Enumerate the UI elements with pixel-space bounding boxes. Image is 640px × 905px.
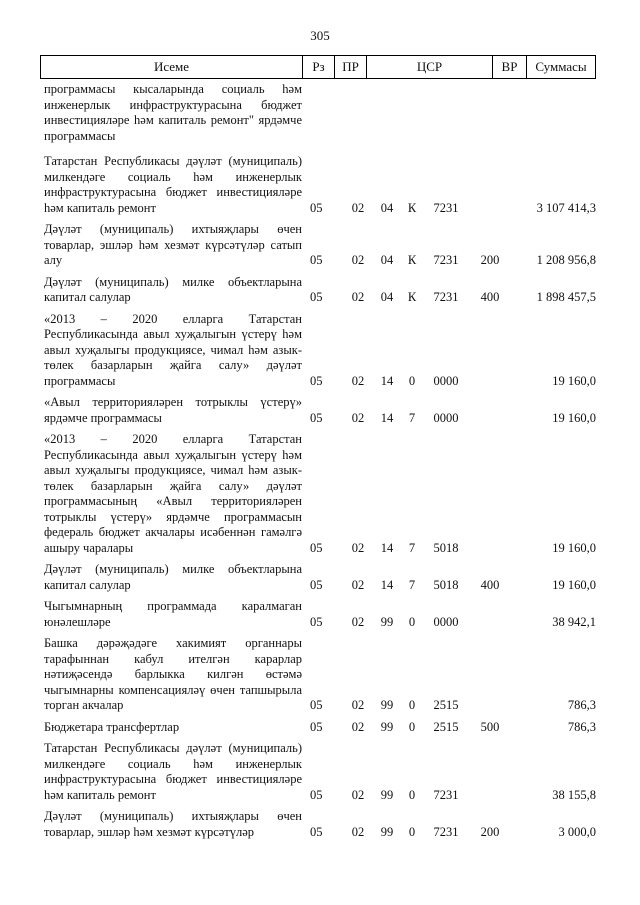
cell-rz: 05	[310, 290, 323, 304]
table-row	[44, 809, 596, 840]
cell-c3: 0000	[433, 614, 459, 629]
cell-c2: 0	[408, 373, 416, 388]
cell-sum: 19 160,0	[552, 410, 596, 425]
cell-c3: 0000	[433, 373, 459, 388]
cell-pr: 02	[351, 290, 365, 304]
cell-c3: 7231	[433, 290, 459, 304]
cell-pr: 02	[351, 824, 365, 839]
table-row	[44, 432, 596, 556]
cell-name: Дәүләт (муниципаль) ихтыяҗлары өчен товарлар, эшләр һәм хезмәт күрсәтүләр	[44, 809, 302, 839]
cell-pr: 02	[351, 253, 365, 267]
cell-rz: 05	[310, 253, 323, 267]
cell-sum: 19 160,0	[552, 540, 596, 555]
table-header	[40, 55, 596, 79]
cell-pr: 02	[351, 410, 365, 425]
cell-c2: 0	[408, 614, 416, 629]
table-row	[44, 395, 596, 426]
cell-name: Дәүләт (муниципаль) милке объектларына капитал салулар	[44, 274, 302, 304]
cell-rz: 05	[310, 540, 323, 555]
cell-name: «2013 – 2020 елларга Татарстан Республикасында авыл хуҗалыгын үстерү һәм авыл хуҗалыгы продукциясе, чимал һәм азык-төлек базарларын җайга салу» дәүләт программасы	[44, 311, 302, 388]
header-sum: Суммасы	[535, 59, 587, 74]
cell-vr: 500	[480, 719, 500, 734]
cell-c2: 0	[408, 824, 416, 839]
table-row	[44, 636, 596, 714]
cell-c2: 7	[408, 577, 416, 592]
cell-sum: 19 160,0	[552, 373, 596, 388]
cell-sum: 1 208 956,8	[536, 253, 596, 267]
table-row	[44, 312, 596, 390]
cell-c1: 14	[380, 410, 394, 425]
cell-pr: 02	[351, 719, 365, 734]
cell-c1: 99	[380, 787, 394, 802]
cell-rz: 05	[310, 373, 323, 388]
header-name: Исеме	[41, 56, 303, 78]
cell-c3: 5018	[433, 577, 459, 592]
cell-rz: 05	[310, 719, 323, 734]
cell-pr: 02	[351, 373, 365, 388]
cell-name: «2013 – 2020 елларга Татарстан Республикасында авыл хуҗалыгын үстерү һәм авыл хуҗалыгы продукциясе, чимал һәм азык-төлек базарларын җайга салу» дәүләт программасының «Авыл территорияләрен тотрыклы үстерү» ярдәмче программасын федераль бюджет акчалары исәбеннән гамәлгә ашыру чаралары	[44, 432, 302, 555]
table-row	[44, 154, 596, 216]
cell-c1: 14	[380, 577, 394, 592]
cell-rz: 05	[310, 577, 323, 592]
cell-c2: 0	[408, 719, 416, 734]
cell-sum: 38 155,8	[552, 787, 596, 802]
cell-name: Татарстан Республикасы дәүләт (муниципаль) милкендәге социаль һәм инженерлык инфраструктурасына бюджет инвестицияләре һәм капиталь ремонт	[44, 154, 302, 215]
cell-pr: 02	[351, 200, 365, 215]
cell-c2: 0	[408, 787, 416, 802]
cell-pr: 02	[351, 540, 365, 555]
cell-name: Чыгымнарның программада каралмаган юнәлешләре	[44, 599, 302, 629]
header-rz: Рз	[303, 56, 335, 78]
cell-c1: 99	[380, 614, 394, 629]
cell-c2: К	[407, 200, 417, 215]
cell-c3: 0000	[433, 410, 459, 425]
cell-c2: К	[407, 253, 417, 267]
cell-rz: 05	[310, 824, 323, 839]
cell-pr: 02	[351, 614, 365, 629]
table-row	[44, 562, 596, 593]
cell-c1: 04	[380, 200, 394, 215]
cell-name: Башка дәрәҗәдәге хакимият органнары тарафыннан кабул ителгән карарлар нәтиҗәсендә барлыкка килгән өстәмә чыгымнарны компенсацияләү өчен тапшырыла торган акчалар	[44, 636, 302, 712]
cell-pr: 02	[351, 698, 365, 712]
cell-sum: 19 160,0	[552, 577, 596, 592]
table-row	[44, 741, 596, 803]
cell-vr: 200	[480, 253, 500, 267]
cell-sum: 38 942,1	[552, 614, 596, 629]
cell-vr: 200	[480, 824, 500, 839]
cell-rz: 05	[310, 410, 323, 425]
table-body	[44, 82, 596, 840]
cell-c1: 04	[380, 290, 394, 304]
cell-c3: 5018	[433, 540, 459, 555]
cell-pr: 02	[351, 787, 365, 802]
cell-sum: 786,3	[567, 698, 596, 712]
cell-c1: 99	[380, 824, 394, 839]
cell-rz: 05	[310, 787, 323, 802]
header-pr: ПР	[335, 56, 367, 78]
cell-rz: 05	[310, 200, 323, 215]
cell-c1: 99	[380, 719, 394, 734]
cell-sum: 786,3	[567, 719, 596, 734]
cell-c2: 7	[408, 540, 416, 555]
cell-c2: К	[407, 290, 417, 304]
cell-sum: 3 107 414,3	[536, 200, 596, 215]
cell-name: программасы кысаларында социаль һәм инженерлык инфраструктурасына бюджет инвестицияләре һәм капиталь ремонт" ярдәмче программасы	[44, 82, 302, 143]
header-vr: ВР	[493, 56, 527, 78]
cell-name: Дәүләт (муниципаль) милке объектларына капитал салулар	[44, 562, 302, 592]
cell-c3: 7231	[433, 200, 459, 215]
cell-c2: 0	[408, 698, 416, 712]
cell-c2: 7	[408, 410, 416, 425]
cell-c1: 04	[380, 253, 394, 267]
table-row	[44, 720, 596, 736]
cell-name: Татарстан Республикасы дәүләт (муниципаль) милкендәге социаль һәм инженерлык инфраструктурасына бюджет инвестицияләре һәм капиталь ремонт	[44, 741, 302, 802]
cell-c3: 7231	[433, 253, 459, 267]
cell-c1: 14	[380, 540, 394, 555]
cell-c3: 2515	[433, 698, 459, 712]
table-row	[44, 222, 596, 269]
cell-name: Дәүләт (муниципаль) ихтыяҗлары өчен товарлар, эшләр һәм хезмәт күрсәтүләр сатып алу	[44, 222, 302, 267]
cell-sum: 3 000,0	[558, 824, 596, 839]
cell-sum: 1 898 457,5	[536, 290, 596, 304]
header-csr: ЦСР	[367, 56, 493, 78]
cell-c3: 7231	[433, 787, 459, 802]
cell-name: «Авыл территорияләрен тотрыклы үстерү» ярдәмче программасы	[44, 395, 302, 425]
cell-pr: 02	[351, 577, 365, 592]
page-number: 305	[310, 28, 330, 43]
cell-rz: 05	[310, 614, 323, 629]
cell-c1: 99	[380, 698, 394, 712]
table-row	[44, 82, 596, 144]
cell-name: Бюджетара трансфертлар	[44, 719, 180, 734]
cell-c3: 2515	[433, 719, 459, 734]
cell-c3: 7231	[433, 824, 459, 839]
cell-c1: 14	[380, 373, 394, 388]
cell-vr: 400	[480, 577, 500, 592]
table-row	[44, 275, 596, 306]
table-row	[44, 599, 596, 630]
cell-rz: 05	[310, 698, 323, 712]
cell-vr: 400	[480, 290, 500, 304]
